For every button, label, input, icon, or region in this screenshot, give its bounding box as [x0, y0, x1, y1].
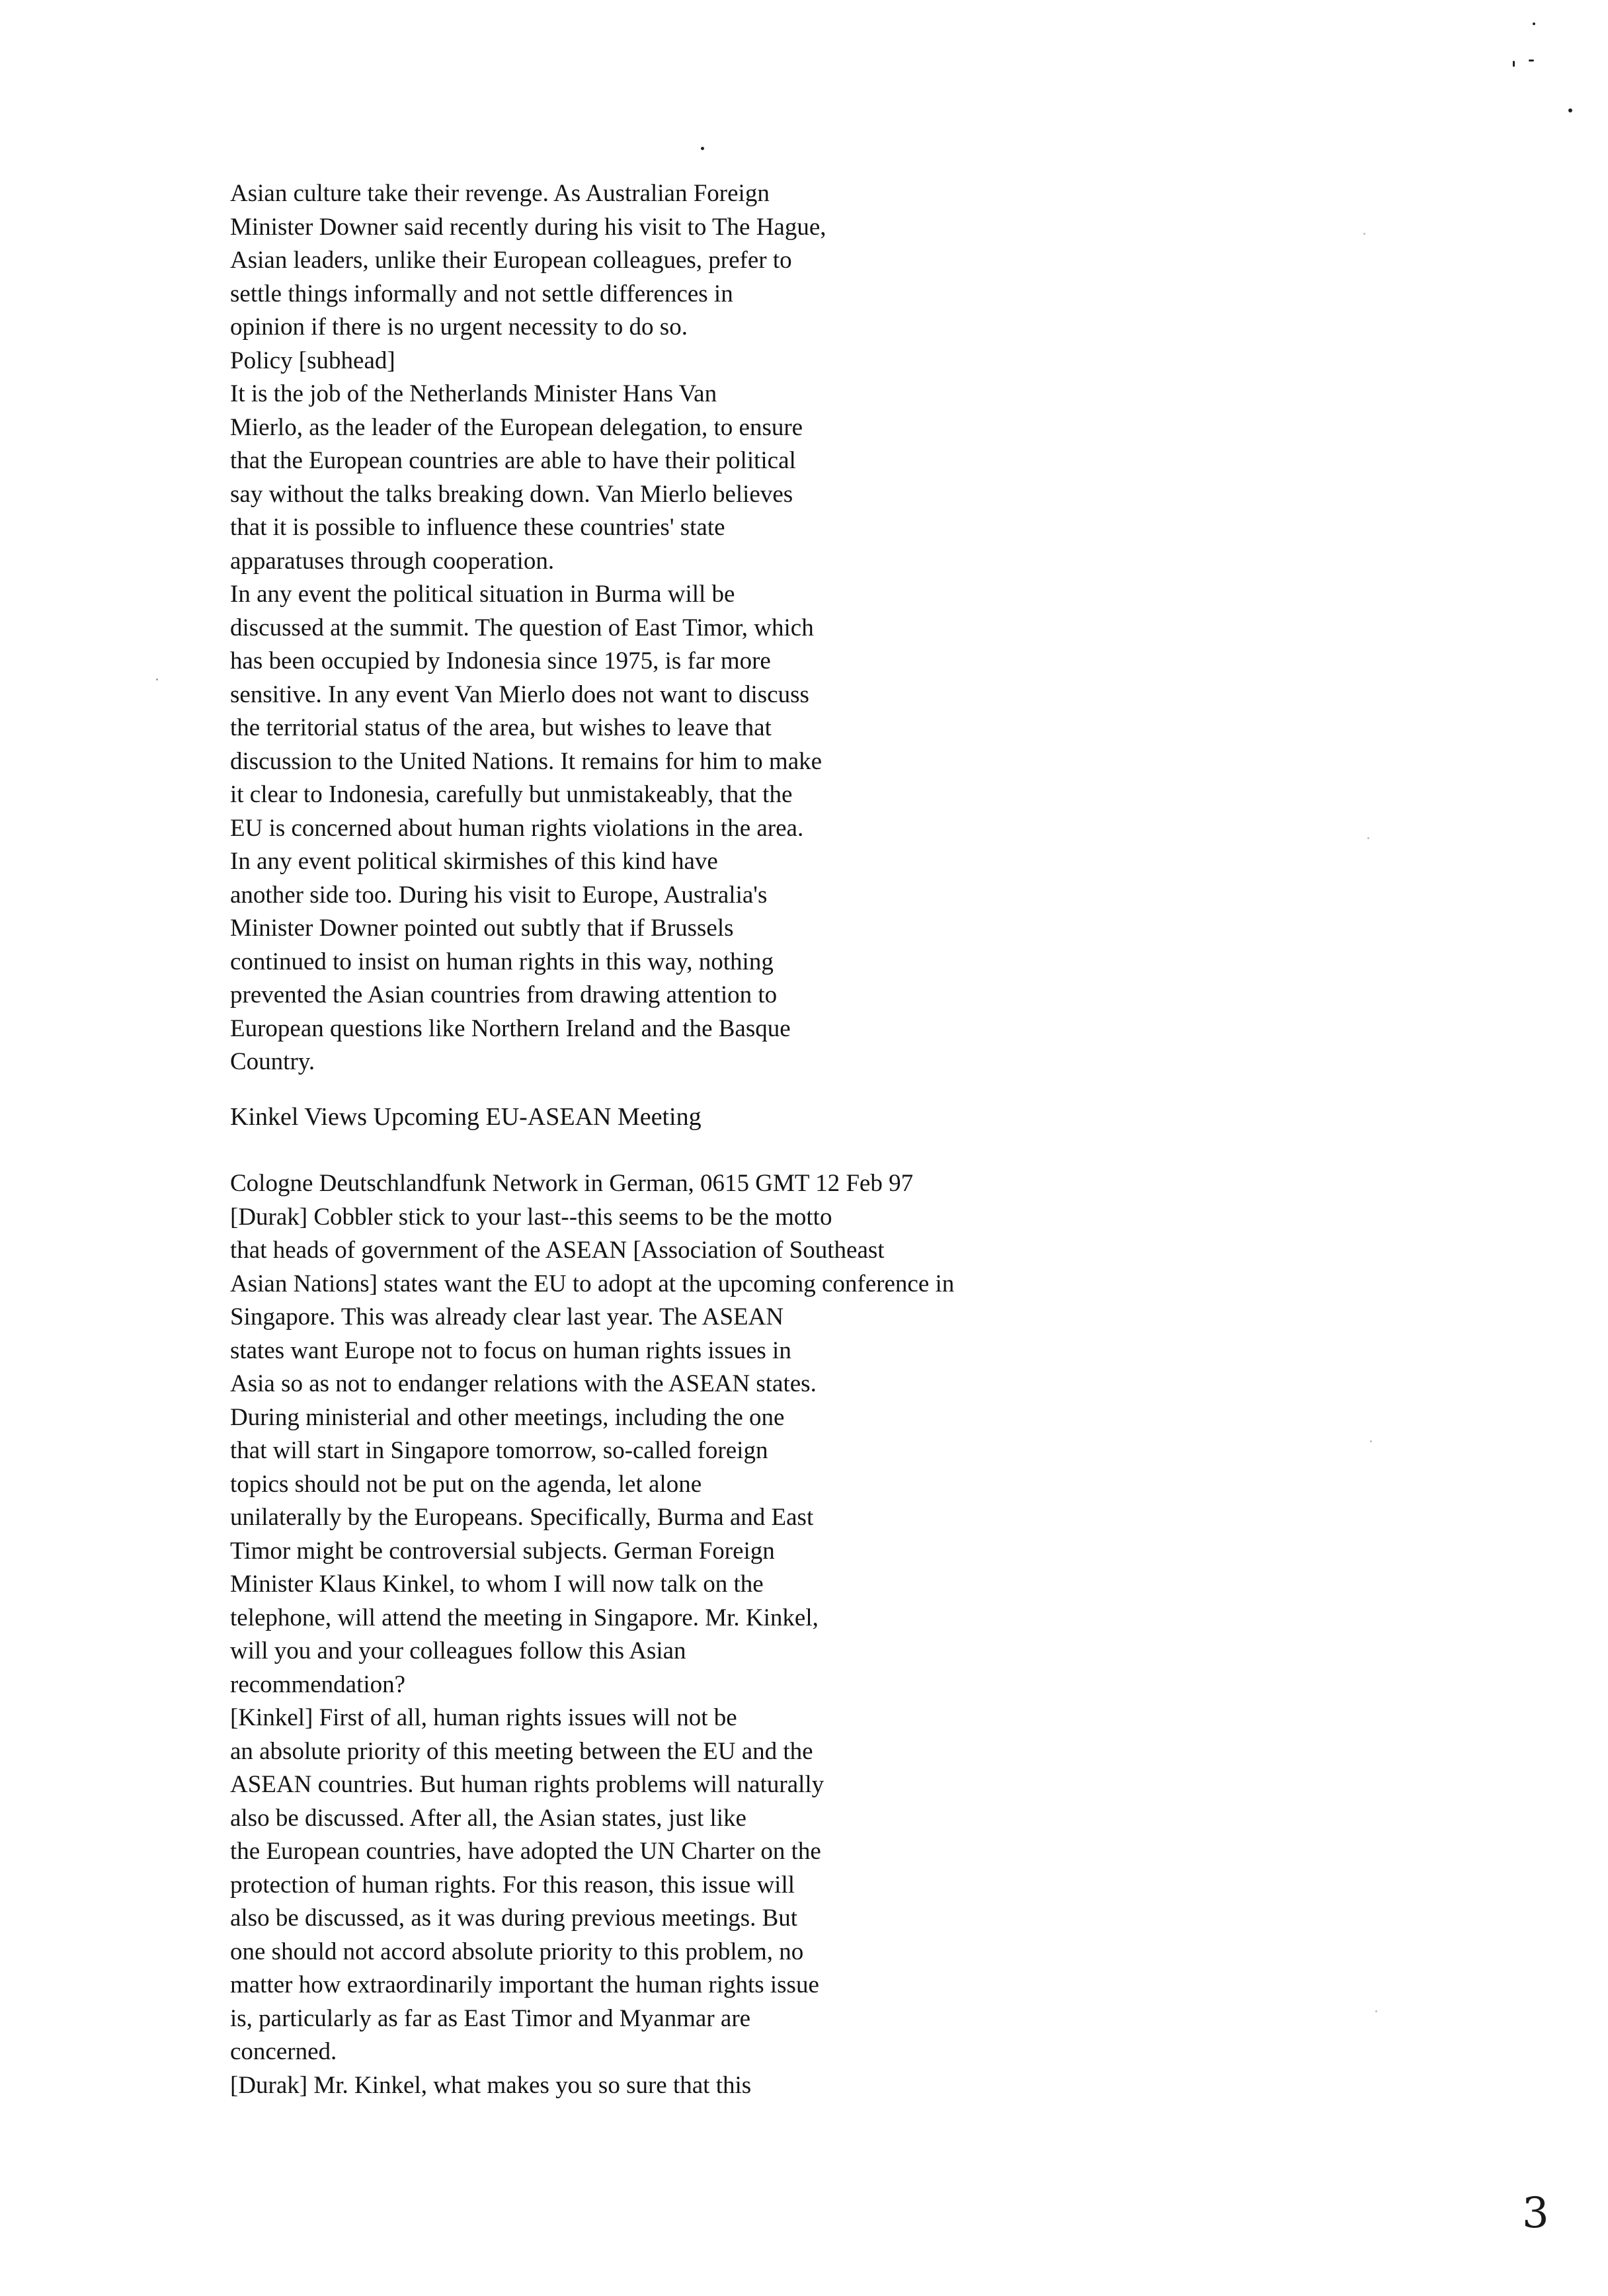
scan-speck	[1375, 2010, 1377, 2012]
text-line: concerned.	[230, 2038, 337, 2065]
text-line: Asian Nations] states want the EU to adopt at the upcoming conference in	[230, 1270, 955, 1297]
scan-speck	[701, 147, 704, 150]
text-line: protection of human rights. For this reason, this issue will	[230, 1871, 795, 1899]
text-line: Singapore. This was already clear last year. The ASEAN	[230, 1303, 784, 1331]
scan-speck	[1568, 108, 1572, 112]
page-number: 3	[1522, 2189, 1549, 2238]
text-line: Minister Downer said recently during his visit to The Hague,	[230, 213, 826, 241]
text-line: Minister Klaus Kinkel, to whom I will now talk on the	[230, 1571, 764, 1598]
text-line: another side too. During his visit to Europe, Australia's	[230, 881, 768, 909]
text-line: topics should not be put on the agenda, let alone	[230, 1470, 702, 1498]
text-line: discussed at the summit. The question of East Timor, which	[230, 614, 814, 641]
text-line: During ministerial and other meetings, including the one	[230, 1403, 785, 1431]
text-line: an absolute priority of this meeting between the EU and the	[230, 1737, 813, 1765]
text-line: European questions like Northern Ireland and the Basque	[230, 1014, 791, 1042]
text-line: [Durak] Mr. Kinkel, what makes you so sure that this	[230, 2071, 752, 2099]
text-line: sensitive. In any event Van Mierlo does not want to discuss	[230, 680, 809, 708]
text-line: recommendation?	[230, 1670, 406, 1698]
text-line: states want Europe not to focus on human rights issues in	[230, 1336, 791, 1364]
text-line: that it is possible to influence these countries' state	[230, 514, 725, 541]
text-line: that heads of government of the ASEAN [Association of Southeast	[230, 1237, 885, 1264]
scan-speck	[1513, 61, 1515, 67]
text-line: In any event the political situation in Burma will be	[230, 581, 735, 608]
text-line: it clear to Indonesia, carefully but unmistakeably, that the	[230, 781, 793, 808]
text-line: continued to insist on human rights in this way, nothing	[230, 948, 774, 975]
scan-speck	[1533, 22, 1535, 25]
text-line: matter how extraordinarily important the human rights issue	[230, 1971, 819, 1998]
scan-speck	[1363, 233, 1365, 235]
text-line: Asian culture take their revenge. As Australian Foreign	[230, 180, 770, 207]
text-line: Cologne Deutschlandfunk Network in German, 0615 GMT 12 Feb 97	[230, 1170, 914, 1197]
scan-speck	[1370, 1440, 1372, 1442]
text-line: ASEAN countries. But human rights problems will naturally	[230, 1771, 824, 1798]
text-line: opinion if there is no urgent necessity to do so.	[230, 313, 688, 341]
article-heading-block	[230, 1100, 702, 1134]
text-line: prevented the Asian countries from drawing attention to	[230, 981, 778, 1008]
text-line: one should not accord absolute priority to this problem, no	[230, 1938, 804, 1965]
text-line: the European countries, have adopted the UN Charter on the	[230, 1838, 821, 1865]
text-line: [Kinkel] First of all, human rights issues will not be	[230, 1704, 737, 1731]
text-line: telephone, will attend the meeting in Singapore. Mr. Kinkel,	[230, 1604, 819, 1631]
text-line: also be discussed, as it was during previous meetings. But	[230, 1905, 798, 1932]
text-line: has been occupied by Indonesia since 1975, is far more	[230, 647, 771, 675]
text-line: It is the job of the Netherlands Minister Hans Van	[230, 380, 717, 407]
text-line: [Durak] Cobbler stick to your last--this seems to be the motto	[230, 1203, 832, 1231]
body-text-block	[230, 177, 826, 1079]
text-line: also be discussed. After all, the Asian states, just like	[230, 1804, 746, 1832]
text-line: discussion to the United Nations. It remains for him to make	[230, 747, 823, 775]
text-line: Policy [subhead]	[230, 347, 395, 374]
text-line: Minister Downer pointed out subtly that if Brussels	[230, 915, 734, 942]
scan-speck	[1529, 60, 1534, 62]
text-line: unilaterally by the Europeans. Specifically, Burma and East	[230, 1504, 814, 1531]
text-line: Asia so as not to endanger relations with the ASEAN states.	[230, 1370, 817, 1397]
text-line: EU is concerned about human rights violations in the area.	[230, 814, 804, 842]
text-line: the territorial status of the area, but wishes to leave that	[230, 714, 772, 741]
text-line: that will start in Singapore tomorrow, so-called foreign	[230, 1437, 768, 1464]
article-text-block	[230, 1167, 954, 2102]
text-line: In any event political skirmishes of this kind have	[230, 848, 718, 875]
text-line: Country.	[230, 1048, 315, 1075]
text-line: Asian leaders, unlike their European colleagues, prefer to	[230, 247, 792, 274]
text-line: is, particularly as far as East Timor and Myanmar are	[230, 2004, 751, 2032]
text-line: Mierlo, as the leader of the European delegation, to ensure	[230, 413, 803, 441]
scan-speck	[1367, 837, 1369, 839]
text-line: will you and your colleagues follow this Asian	[230, 1637, 686, 1664]
text-line: say without the talks breaking down. Van Mierlo believes	[230, 480, 793, 508]
text-line: Timor might be controversial subjects. German Foreign	[230, 1537, 775, 1565]
text-line: apparatuses through cooperation.	[230, 547, 555, 575]
scan-speck	[156, 678, 158, 680]
text-line: that the European countries are able to have their political	[230, 447, 796, 474]
article-heading: Kinkel Views Upcoming EU-ASEAN Meeting	[230, 1103, 702, 1131]
text-line: settle things informally and not settle differences in	[230, 280, 733, 308]
